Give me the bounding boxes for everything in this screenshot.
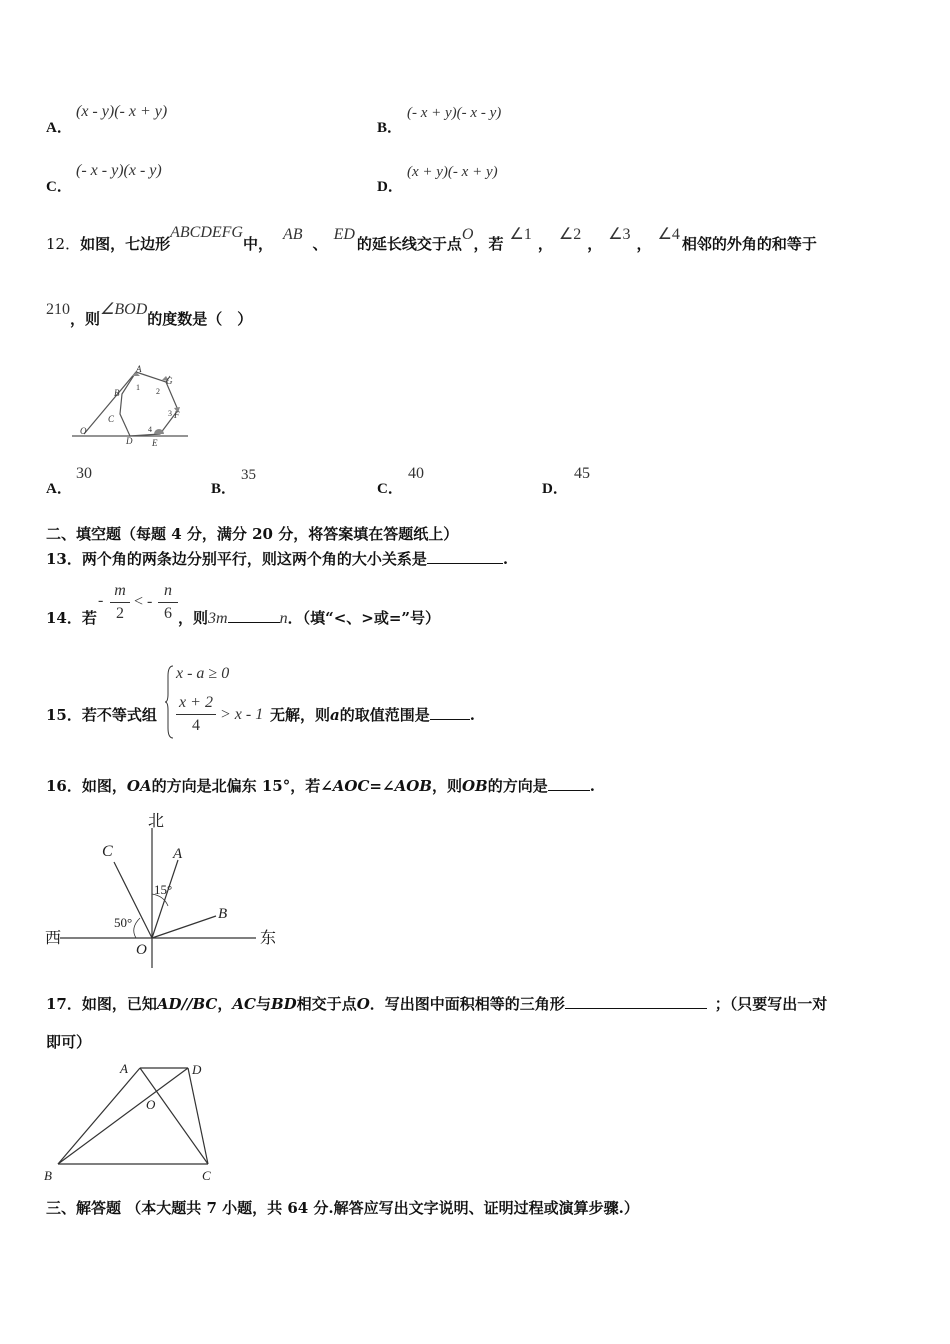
fig17-label-d: D bbox=[192, 1062, 202, 1077]
q12-option-a-value: 30 bbox=[76, 465, 92, 482]
q15-inequality-1: x - a ≥ 0 bbox=[176, 665, 230, 682]
q14-fraction-m2: m 2 bbox=[110, 582, 130, 623]
q12-line1: 12．如图，七边形ABCDEFG中，AB、ED的延长线交于点O，若∠1，∠2，∠3，∠4相邻的外角的和等于 bbox=[46, 224, 817, 253]
q16: 16．如图，OA的方向是北偏东 15°，若∠AOC=∠AOB，则OB的方向是 . bbox=[46, 777, 595, 795]
q13: 13．两个角的两条边分别平行，则这两个角的大小关系是 . bbox=[46, 550, 509, 568]
q12-option-d-value: 45 bbox=[574, 465, 590, 482]
fig12-label-e: E bbox=[152, 438, 158, 448]
fig12-angle-2: 2 bbox=[156, 387, 160, 396]
q14-rest: ，则3m n．（填“<、>或=”号） bbox=[178, 609, 441, 627]
q16-compass-figure bbox=[40, 806, 286, 972]
fig17-label-o: O bbox=[146, 1097, 156, 1112]
fig16-west: 西 bbox=[45, 930, 62, 947]
q15-fraction: x + 2 4 bbox=[176, 694, 216, 735]
fig12-label-a: A bbox=[136, 364, 142, 374]
fig12-label-o: O bbox=[80, 426, 87, 436]
q11-option-a-expr: (x - y)(- x + y) bbox=[76, 103, 168, 120]
fig16-east: 东 bbox=[260, 930, 277, 947]
q12-option-c-label: C． bbox=[377, 481, 403, 497]
section-2-heading: 二、填空题（每题 4 分，满分 20 分，将答案填在答题纸上） bbox=[46, 525, 459, 543]
fig12-angle-4: 4 bbox=[148, 425, 152, 434]
fig16-label-c: C bbox=[102, 843, 113, 860]
q12-option-c-value: 40 bbox=[408, 465, 424, 482]
q12-option-d-label: D． bbox=[542, 481, 568, 497]
q11-option-b-expr: (- x + y)(- x - y) bbox=[407, 105, 502, 121]
q14-lt-sign: < - bbox=[134, 593, 153, 610]
fig12-label-b: B bbox=[114, 388, 120, 398]
fig12-label-d: D bbox=[126, 436, 133, 446]
fig16-angle-50: 50° bbox=[114, 915, 133, 930]
q15-rest: 无解，则a的取值范围是 . bbox=[270, 706, 475, 724]
q11-option-c-label: C． bbox=[46, 179, 72, 195]
q11-option-a-label: A． bbox=[46, 120, 72, 136]
fig12-angle-1: 1 bbox=[136, 383, 140, 392]
fig17-label-c: C bbox=[202, 1168, 211, 1183]
q12-option-a-label: A． bbox=[46, 481, 72, 497]
section-3-heading: 三、解答题 （本大题共 7 小题，共 64 分.解答应写出文字说明、证明过程或演算步骤.） bbox=[46, 1199, 639, 1217]
fig12-label-g: G bbox=[166, 376, 173, 386]
fig17-label-a: A bbox=[120, 1061, 128, 1076]
q11-option-b-label: B． bbox=[377, 120, 403, 136]
q12-heptagon-figure bbox=[70, 362, 192, 448]
q17-line2: 即可） bbox=[46, 1033, 92, 1051]
fig16-label-a: A bbox=[173, 846, 183, 862]
q11-option-d-label: D． bbox=[377, 179, 403, 195]
fig17-label-b: B bbox=[44, 1168, 52, 1183]
fig12-label-f: F bbox=[174, 410, 180, 420]
fig12-label-c: C bbox=[108, 414, 115, 424]
fig16-label-b: B bbox=[218, 906, 228, 922]
q12-line2: 210，则∠BOD的度数是（ ） bbox=[46, 301, 253, 328]
fig16-north: 北 bbox=[148, 813, 165, 830]
q15-brace bbox=[164, 664, 174, 740]
q11-option-c-expr: (- x - y)(x - y) bbox=[76, 162, 162, 179]
fig16-angle-15: 15° bbox=[154, 882, 173, 897]
q14: 14．若 bbox=[46, 609, 97, 627]
fig12-angle-3: 3 bbox=[168, 409, 172, 418]
q15-prefix: 15．若不等式组 bbox=[46, 706, 157, 724]
fig16-label-o: O bbox=[136, 942, 147, 958]
q17-line1: 17．如图，已知AD//BC，AC与BD相交于点O．写出图中面积相等的三角形 ；（只要写出一对 bbox=[46, 995, 828, 1013]
q14-fraction-n6: n 6 bbox=[158, 582, 178, 623]
q12-option-b-value: 35 bbox=[241, 467, 256, 483]
q12-option-b-label: B． bbox=[211, 481, 237, 497]
q14-neg-sign: - bbox=[98, 592, 104, 609]
q17-trapezoid-figure bbox=[40, 1058, 220, 1186]
q11-option-d-expr: (x + y)(- x + y) bbox=[407, 164, 498, 180]
q15-rhs: > x - 1 bbox=[220, 706, 264, 723]
